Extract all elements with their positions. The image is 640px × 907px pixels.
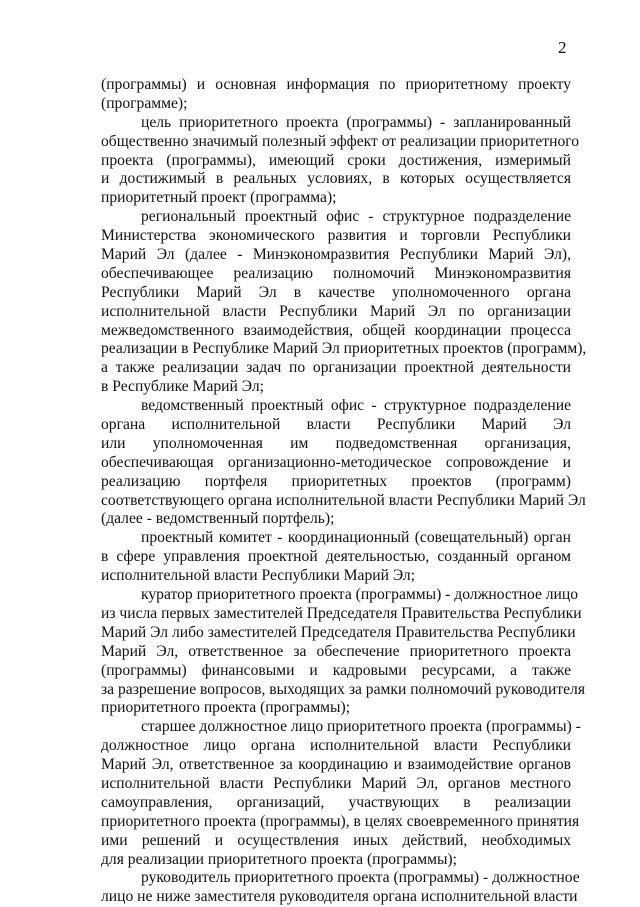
- text-line: за разрешение вопросов, выходящих за рамки полномочий руководителя: [101, 680, 585, 698]
- text-line: или уполномоченная им подведомственная организация,: [101, 434, 571, 452]
- text-line: (программе);: [101, 94, 188, 112]
- text-line: руководитель приоритетного проекта (программы) - должностное: [141, 869, 580, 887]
- text-line: обеспечивающее реализацию полномочий Минэкономразвития: [101, 264, 571, 282]
- text-line: и достижимый в реальных условиях, в которых осуществляется: [101, 170, 571, 188]
- text-line: региональный проектный офис - структурное подразделение: [141, 208, 571, 226]
- text-line: самоуправления, организаций, участвующих в реализации: [101, 793, 571, 811]
- text-line: приоритетного проекта (программы), в целях своевременного принятия: [101, 812, 580, 830]
- text-line: обеспечивающая организационно-методическое сопровождение и: [101, 453, 571, 471]
- text-line: из числа первых заместителей Председателя Правительства Республики: [101, 604, 582, 622]
- text-line: Министерства экономического развития и торговли Республики: [101, 227, 571, 245]
- text-line: ведомственный проектный офис - структурное подразделение: [141, 397, 571, 415]
- text-line: соответствующего органа исполнительной власти Республики Марий Эл: [101, 491, 586, 509]
- text-line: Марий Эл, ответственное за обеспечение приоритетного проекта: [101, 642, 571, 660]
- text-line: ими решений и осуществления иных действий, необходимых: [101, 831, 571, 849]
- text-line: Марий Эл (далее - Минэкономразвития Республики Марий Эл),: [101, 246, 571, 264]
- text-line: исполнительной власти Республики Марий Эл;: [101, 567, 416, 585]
- text-line: Республики Марий Эл в качестве уполномоченного органа: [101, 283, 571, 301]
- text-line: реализацию портфеля приоритетных проектов (программ): [101, 472, 571, 490]
- text-line: приоритетный проект (программа);: [101, 189, 337, 207]
- text-line: (программы) и основная информация по приоритетному проекту: [101, 76, 571, 93]
- text-line: проекта (программы), имеющий сроки достижения, измеримый: [101, 151, 571, 169]
- text-line: исполнительной власти Республики Марий Эл по организации: [101, 302, 571, 320]
- text-line: Марий Эл, ответственное за координацию и взаимодействие органов: [101, 756, 571, 774]
- text-line: в Республике Марий Эл;: [101, 378, 264, 396]
- text-line: в сфере управления проектной деятельностью, созданный органом: [101, 548, 571, 566]
- text-line: межведомственного взаимодействия, общей координации процесса: [101, 321, 571, 339]
- text-line: (далее - ведомственный портфель);: [101, 510, 335, 528]
- text-line: лицо не ниже заместителя руководителя органа исполнительной власти: [101, 888, 578, 906]
- body-text: [101, 76, 587, 907]
- text-line: общественно значимый полезный эффект от реализации приоритетного: [101, 132, 580, 150]
- text-line: должностное лицо органа исполнительной власти Республики: [101, 737, 571, 755]
- text-line: органа исполнительной власти Республики Марий Эл: [101, 416, 571, 434]
- text-line: проектный комитет - координационный (совещательный) орган: [141, 529, 571, 547]
- page-number: 2: [558, 38, 567, 57]
- text-line: Марий Эл либо заместителей Председателя Правительства Республики: [101, 623, 576, 641]
- text-line: (программы) финансовыми и кадровыми ресурсами, а также: [101, 661, 571, 679]
- text-line: старшее должностное лицо приоритетного проекта (программы) -: [141, 718, 581, 736]
- text-line: исполнительной власти Республики Марий Эл, органов местного: [101, 774, 571, 792]
- text-line: а также реализации задач по организации проектной деятельности: [101, 359, 571, 377]
- text-line: куратор приоритетного проекта (программы) - должностное лицо: [141, 586, 579, 604]
- text-line: цель приоритетного проекта (программы) - запланированный: [141, 113, 571, 131]
- text-line: реализации в Республике Марий Эл приоритетных проектов (программ),: [101, 340, 587, 358]
- text-line: для реализации приоритетного проекта (программы);: [101, 850, 457, 868]
- text-line: приоритетного проекта (программы);: [101, 699, 351, 717]
